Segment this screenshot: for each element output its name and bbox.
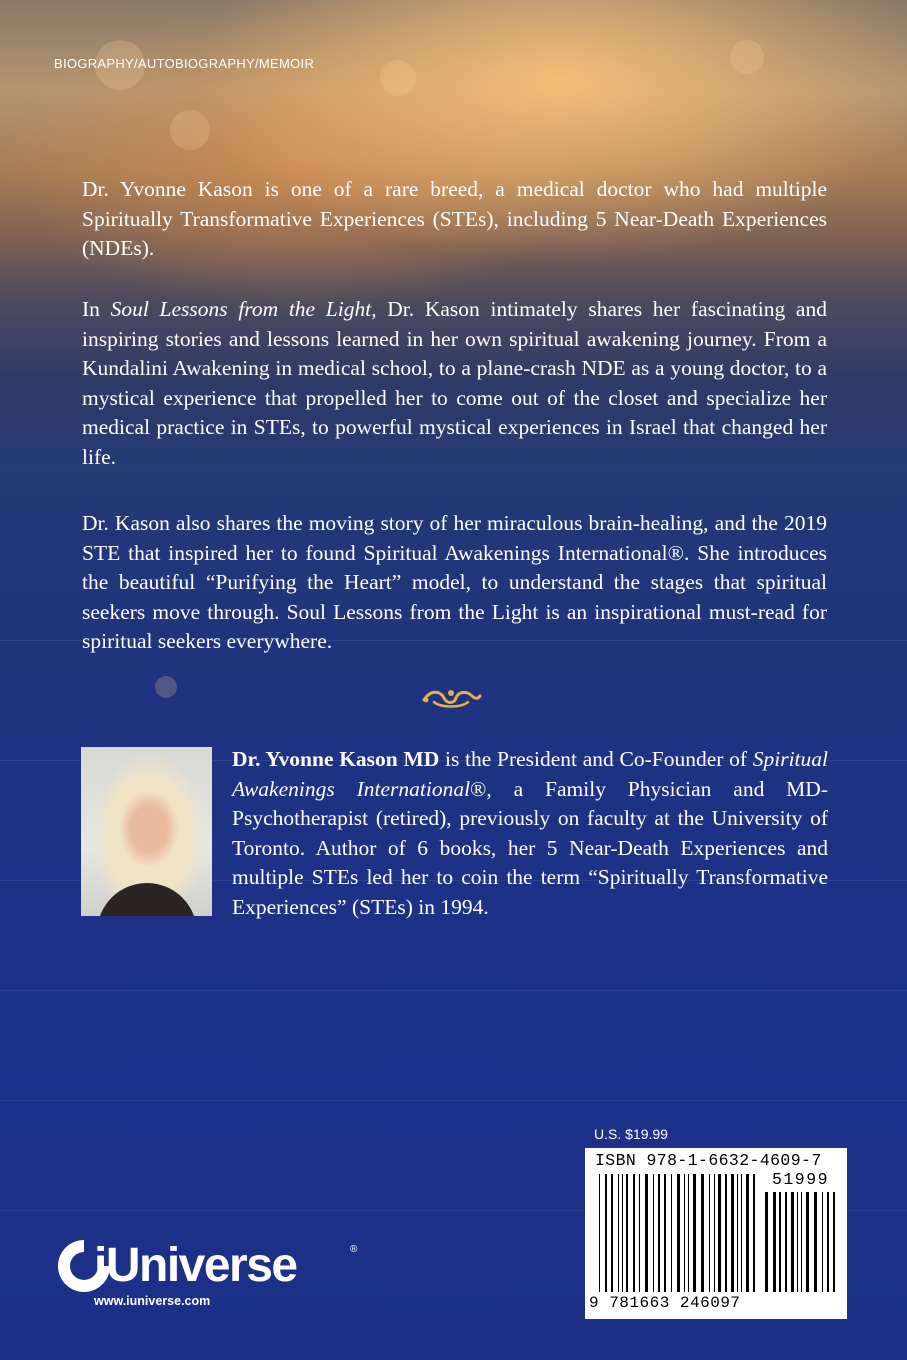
- category-label: BIOGRAPHY/AUTOBIOGRAPHY/MEMOIR: [54, 56, 315, 71]
- bio-text: is the President and Co-Founder of: [439, 747, 753, 771]
- barcode-bar: [814, 1192, 817, 1292]
- ean-digits: 9 781663 246097: [589, 1294, 741, 1312]
- barcode-bar: [714, 1174, 715, 1292]
- barcode-bar: [785, 1192, 787, 1292]
- bio-text-rest: ®, a Family Physician and MD-Psychotherapist (retired), previously on faculty at the University of Toronto. Author of 6 books, her 5 Near-Death Experiences and multiple STEs led her to coin the term “Spiritually Transformative Experiences” (STEs) in 1994.: [232, 776, 828, 919]
- author-shoulders: [97, 883, 197, 916]
- barcode-bar: [633, 1174, 635, 1292]
- author-name: Dr. Yvonne Kason MD: [232, 747, 440, 771]
- barcode-bar: [791, 1192, 794, 1292]
- barcode-bar: [639, 1174, 640, 1292]
- barcode-bar: [653, 1174, 654, 1292]
- blurb-body: Dr. Kason intimately shares her fascinating and inspiring stories and lessons learned in her own spiritual awakening journey. From a Kundalini Awakening in medical school, to a plane-crash NDE as a young doctor, to a mystical experience that propelled her to come out of the closet and specialize her medical practice in STEs, to powerful mystical experiences in Israel that changed her life.: [82, 297, 827, 469]
- organization-name: Spiritual Awakenings International: [232, 747, 828, 801]
- barcode-bar: [827, 1192, 829, 1292]
- blurb-paragraph-3: Dr. Kason also shares the moving story of her miraculous brain-healing, and the 2019 STE that inspired her to found Spiritual Awakenings International®. She introduces the beautiful “Purifying the Heart” model, to understand the stages that spiritual seekers move through. Soul Lessons from the Light is an inspirational must-read for spiritual seekers everywhere.: [82, 511, 827, 653]
- publisher-url: www.iuniverse.com: [94, 1294, 211, 1308]
- bokeh-light: [380, 60, 416, 96]
- registered-mark: ®: [350, 1244, 358, 1255]
- bokeh-light: [170, 110, 210, 150]
- barcode-bar: [725, 1174, 727, 1292]
- barcode-bar: [618, 1174, 619, 1292]
- price-label: U.S. $19.99: [594, 1126, 668, 1142]
- barcode-bar: [737, 1174, 738, 1292]
- barcode-bar: [658, 1174, 660, 1292]
- barcode-bar: [797, 1192, 798, 1292]
- barcode-bar: [731, 1174, 734, 1292]
- bokeh-light: [155, 676, 177, 698]
- author-photo: [81, 747, 212, 916]
- barcode-bar: [611, 1174, 613, 1292]
- ornament-icon: [420, 684, 482, 710]
- barcode-bar: [709, 1174, 710, 1292]
- barcode-bar: [693, 1174, 696, 1292]
- barcode-bar: [779, 1192, 781, 1292]
- barcode-bar: [645, 1174, 648, 1292]
- barcode-bar: [605, 1174, 607, 1292]
- barcode-bar: [684, 1174, 685, 1292]
- author-bio: [232, 745, 828, 922]
- barcode-bar: [599, 1174, 600, 1292]
- barcode-bar: [718, 1174, 721, 1292]
- barcode-bar: [833, 1192, 835, 1292]
- barcode-bar: [741, 1174, 742, 1292]
- barcode-bar: [626, 1174, 628, 1292]
- barcode: [585, 1148, 847, 1319]
- blurb-prefix: In: [82, 297, 111, 321]
- publisher-name: iUniverse: [94, 1239, 297, 1292]
- book-title: Soul Lessons from the Light,: [110, 297, 377, 321]
- barcode-bar: [664, 1174, 666, 1292]
- barcode-bar: [822, 1192, 823, 1292]
- barcode-bar: [622, 1174, 623, 1292]
- bokeh-light: [730, 40, 764, 74]
- barcode-bar: [765, 1192, 768, 1292]
- barcode-bar: [671, 1174, 672, 1292]
- barcode-bar: [746, 1174, 749, 1292]
- blurb-paragraph-1: Dr. Yvonne Kason is one of a rare breed, a medical doctor who had multiple Spiritually Transformative Experiences (STEs), including 5 Near-Death Experiences (NDEs).: [82, 177, 827, 260]
- barcode-bar: [773, 1192, 776, 1292]
- barcode-bar: [677, 1174, 680, 1292]
- barcode-bar: [701, 1174, 704, 1292]
- barcode-bar: [688, 1174, 689, 1292]
- sea-texture: [0, 1100, 907, 1101]
- isbn-number: ISBN 978-1-6632-4609-7: [595, 1151, 822, 1170]
- price-addon-code: 51999: [771, 1170, 829, 1189]
- barcode-bar: [753, 1174, 755, 1292]
- barcode-bar: [801, 1192, 802, 1292]
- sea-texture: [0, 990, 907, 991]
- blurb-paragraph-2: [82, 295, 827, 472]
- barcode-bar: [806, 1192, 809, 1292]
